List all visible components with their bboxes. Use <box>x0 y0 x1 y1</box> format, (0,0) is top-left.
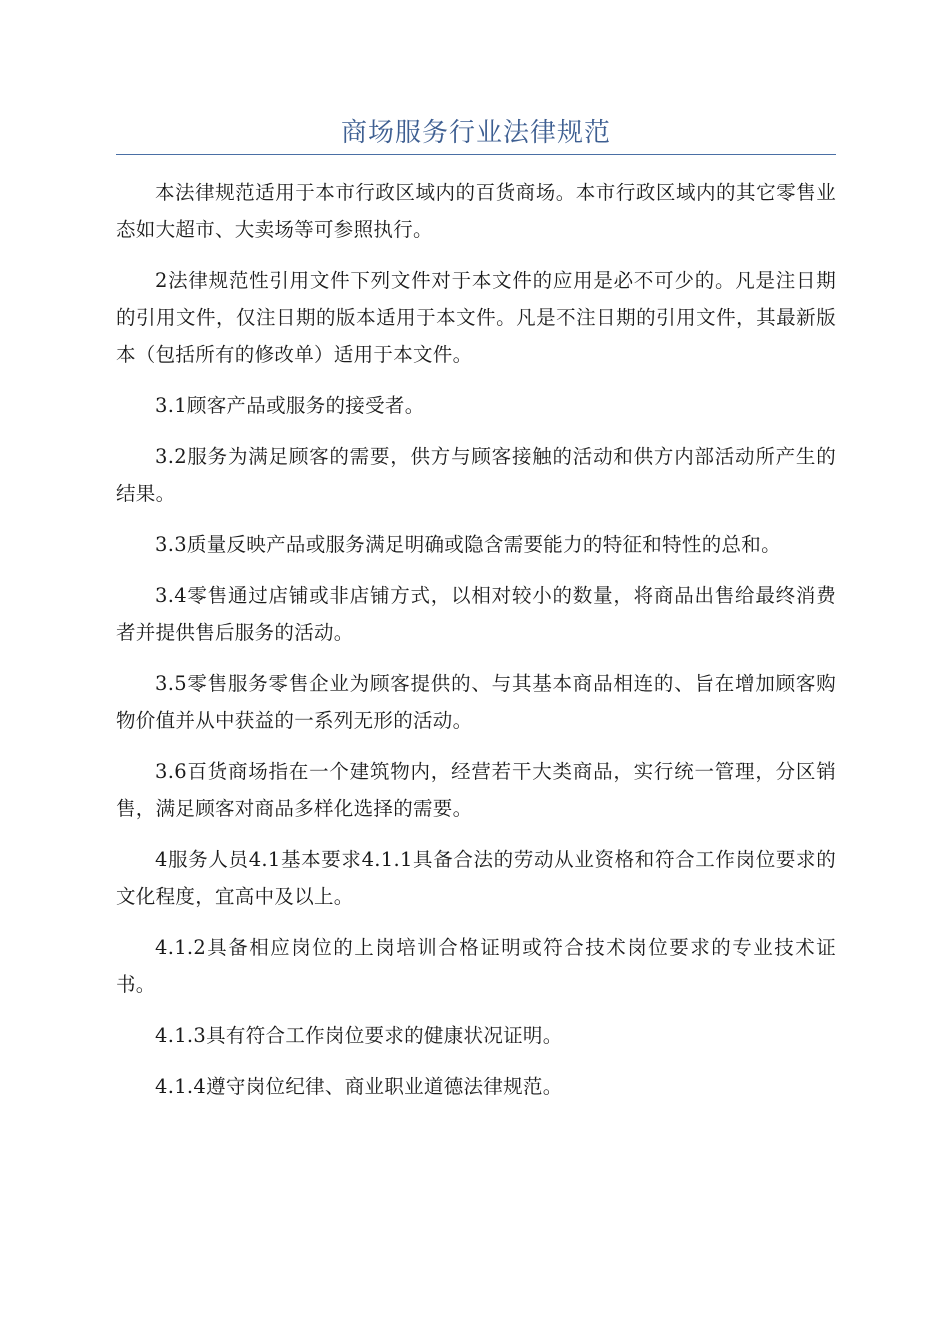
paragraph: 4.1.3具有符合工作岗位要求的健康状况证明。 <box>155 1024 563 1047</box>
document-page <box>116 0 836 1119</box>
paragraph: 3.5零售服务零售企业为顾客提供的、与其基本商品相连的、旨在增加顾客购物价值并从中获益的一系列无形的活动。 <box>116 672 836 732</box>
paragraph: 3.1顾客产品或服务的接受者。 <box>155 394 425 417</box>
paragraph: 本法律规范适用于本市行政区域内的百货商场。本市行政区域内的其它零售业态如大超市、大卖场等可参照执行。 <box>116 181 836 241</box>
paragraph: 3.6百货商场指在一个建筑物内，经营若干大类商品，实行统一管理，分区销售，满足顾客对商品多样化选择的需要。 <box>116 760 836 820</box>
paragraph: 4服务人员4.1基本要求4.1.1具备合法的劳动从业资格和符合工作岗位要求的文化程度，宜高中及以上。 <box>116 848 836 908</box>
document-title: 商场服务行业法律规范 <box>340 118 611 148</box>
paragraph: 2法律规范性引用文件下列文件对于本文件的应用是必不可少的。凡是注日期的引用文件，仅注日期的版本适用于本文件。凡是不注日期的引用文件，其最新版本（包括所有的修改单）适用于本文件。 <box>116 269 836 366</box>
document-body <box>116 174 836 1105</box>
paragraph: 3.2服务为满足顾客的需要，供方与顾客接触的活动和供方内部活动所产生的结果。 <box>116 445 836 505</box>
paragraph: 3.3质量反映产品或服务满足明确或隐含需要能力的特征和特性的总和。 <box>155 533 781 556</box>
title-underline <box>116 154 836 155</box>
paragraph: 3.4零售通过店铺或非店铺方式，以相对较小的数量，将商品出售给最终消费者并提供售后服务的活动。 <box>116 584 836 644</box>
paragraph: 4.1.4遵守岗位纪律、商业职业道德法律规范。 <box>155 1075 563 1098</box>
paragraph: 4.1.2具备相应岗位的上岗培训合格证明或符合技术岗位要求的专业技术证书。 <box>116 936 836 996</box>
